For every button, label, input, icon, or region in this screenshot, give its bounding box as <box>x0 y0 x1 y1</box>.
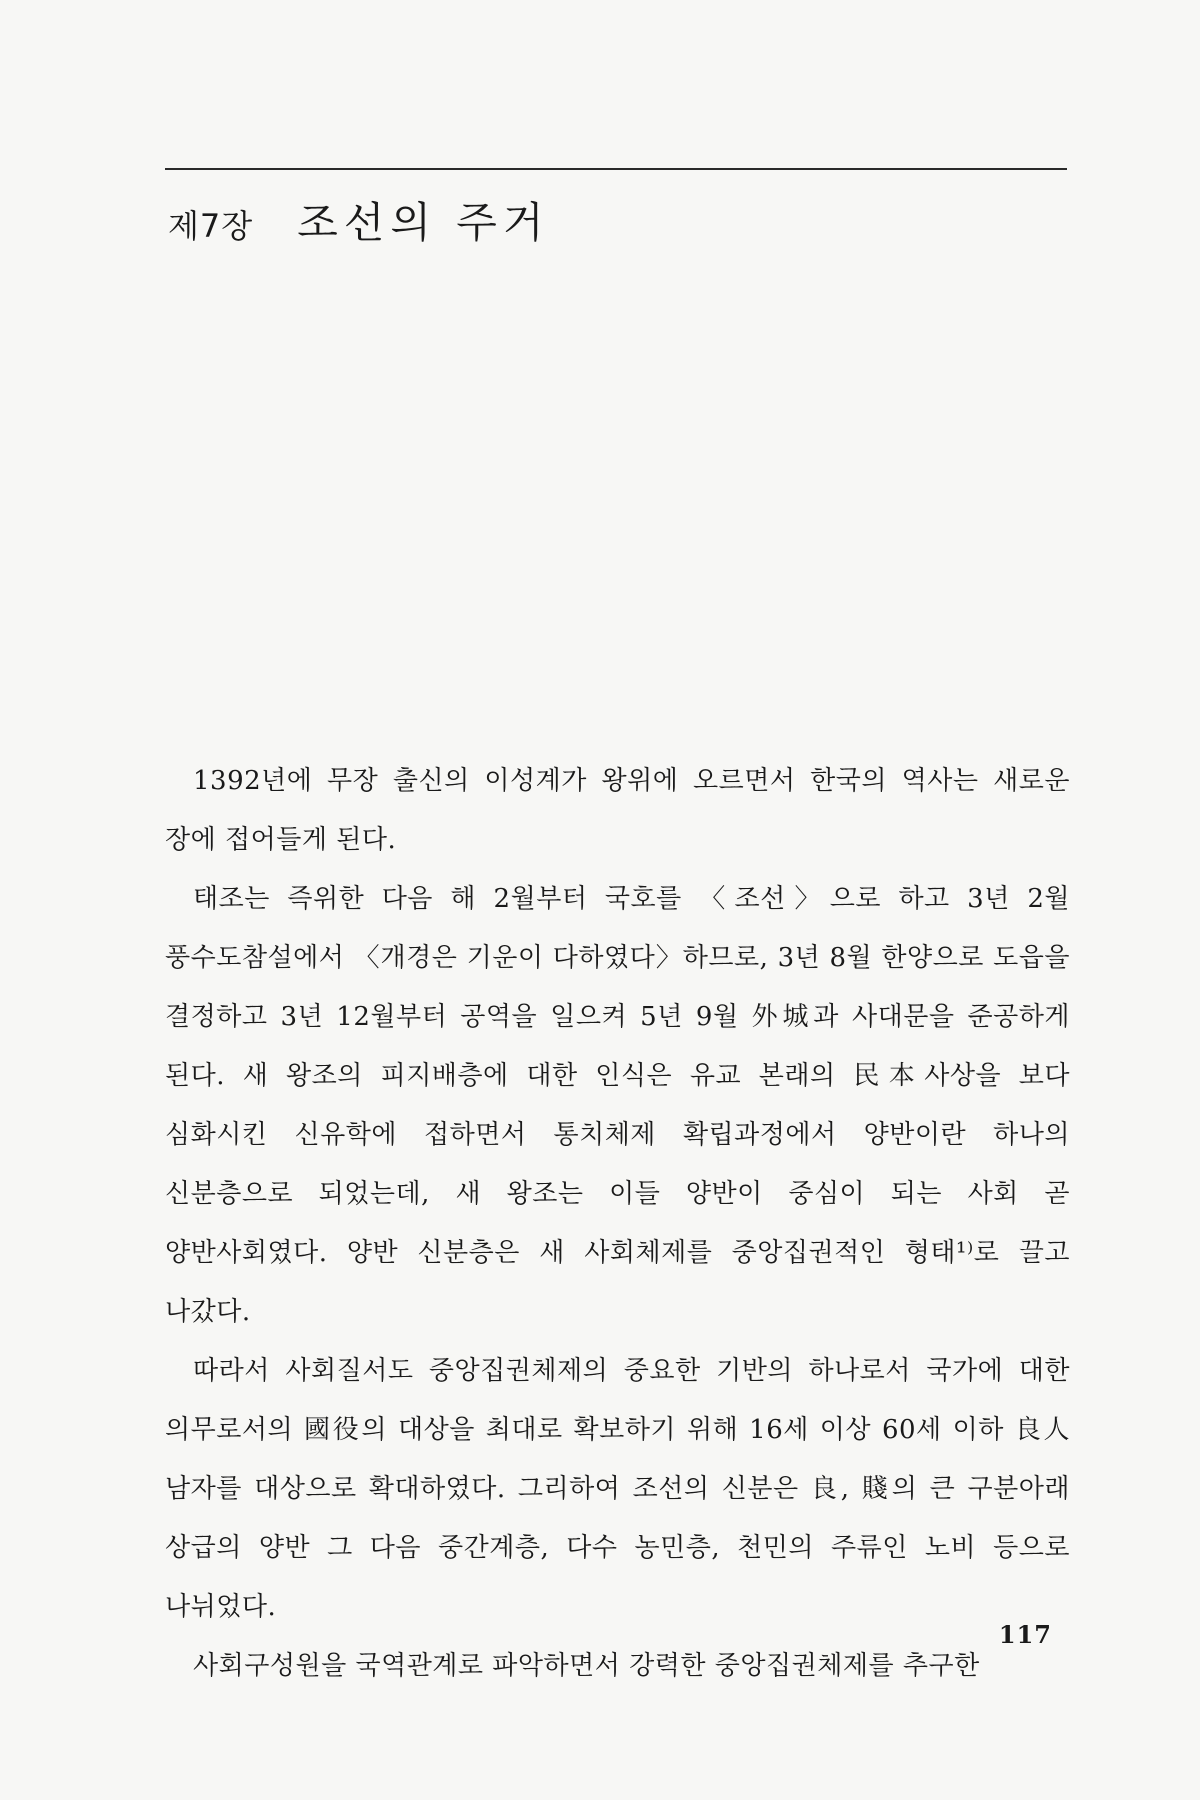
chapter-number: 제7장 <box>168 207 254 245</box>
paragraph: 사회구성원을 국역관계로 파악하면서 강력한 중앙집권체제를 추구한 <box>193 1651 980 1681</box>
chapter-rule <box>165 168 1067 170</box>
paragraph: 태조는 즉위한 다음 해 2월부터 국호를 〈조선〉으로 하고 3년 2월 풍수도참설에서 〈개경은 기운이 다하였다〉하므로, 3년 8월 한양으로 도읍을 결정하고 3년 12월부터 공역을 일으켜 5년 9월 外城과 사대문을 준공하게 된다. 새 왕조의 피지배층에 대한 인식은 유교 본래의 民本사상을 보다 심화시킨 신유학에 접하면서 통치체제 확립과정에서 양반이란 하나의 신분층으로 되었는데, 새 왕조는 이들 양반이 중심이 되는 사회 곧 양반사회였다. 양반 신분층은 새 사회체제를 중앙집권적인 형태¹⁾로 끌고 나갔다. <box>165 884 1070 1327</box>
chapter-title: 조선의 주거 <box>297 198 550 247</box>
body-text <box>165 752 1070 1696</box>
paragraph: 1392년에 무장 출신의 이성계가 왕위에 오르면서 한국의 역사는 새로운 장에 접어들게 된다. <box>165 766 1070 855</box>
page-number: 117 <box>998 1620 1052 1649</box>
chapter-header <box>168 190 549 250</box>
paragraph: 따라서 사회질서도 중앙집권체제의 중요한 기반의 하나로서 국가에 대한 의무로서의 國役의 대상을 최대로 확보하기 위해 16세 이상 60세 이하 良人 남자를 대상으로 확대하였다. 그리하여 조선의 신분은 良, 賤의 큰 구분아래 상급의 양반 그 다음 중간계층, 다수 농민층, 천민의 주류인 노비 등으로 나뉘었다. <box>165 1356 1070 1622</box>
